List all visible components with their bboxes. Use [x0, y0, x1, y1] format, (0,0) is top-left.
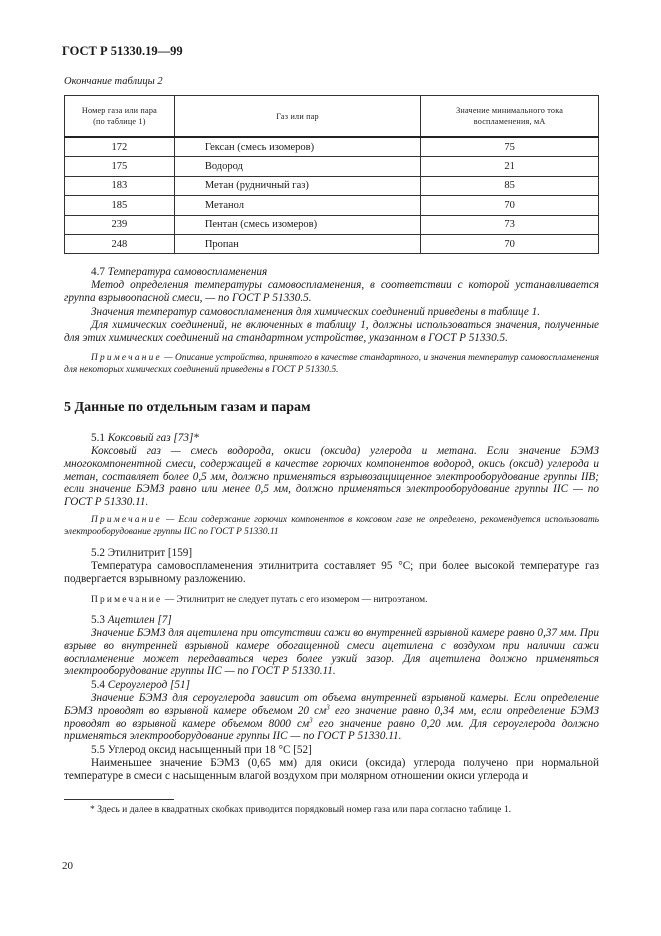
section-5-3-paragraph: Значение БЭМЗ для ацетилена при отсутствии сажи во внутренней взрывной камере равно 0,37 мм. При взрыве во внутренней взрывной камере обогащенной смеси ацетилена с воздухом при наличии сажи воспламенение может передаваться через более узкий зазор. Для ацетилена должно применяться электрооборудование группы IIC — по ГОСТ Р 51330.11. — [64, 627, 599, 678]
header-gas-number: Номер газа или пара (по таблице 1) — [65, 96, 175, 138]
cell-gas: Гексан (смесь изомеров) — [174, 137, 420, 157]
table-row — [65, 215, 599, 234]
cell-number: 239 — [65, 215, 175, 234]
section-5-2-note: Примечание — Этилнитрит не следует путать с его изомером — нитроэтаном. — [91, 595, 428, 605]
section-5-4-heading: 5.4 Сероуглерод [51] — [91, 679, 190, 691]
header-min-current: Значение минимального тока воспламенения, мА — [421, 96, 599, 138]
cell-gas: Пропан — [174, 234, 420, 253]
gas-table — [64, 95, 599, 254]
table-row — [65, 196, 599, 215]
cell-number: 172 — [65, 137, 175, 157]
header-gas-name: Газ или пар — [174, 96, 420, 138]
section-5-1-heading: 5.1 Коксовый газ [73]* — [91, 432, 199, 444]
cell-gas: Метан (рудничный газ) — [174, 176, 420, 195]
section-4-7-heading: 4.7 Температура самовоспламенения — [91, 266, 268, 278]
cell-number: 175 — [65, 157, 175, 176]
cell-number: 183 — [65, 176, 175, 195]
footnote: * Здесь и далее в квадратных скобках приводится порядковый номер газа или пара согласно таблице 1. — [90, 804, 512, 815]
section-4-7-paragraph: Для химических соединений, не включенных в таблицу 1, должны использоваться значения, полученные для этих химических соединений на стандартном устройстве, указанном в ГОСТ Р 51330.5. — [64, 319, 599, 344]
cell-gas: Пентан (смесь изомеров) — [174, 215, 420, 234]
table-row — [65, 157, 599, 176]
cell-current: 85 — [421, 176, 599, 195]
cell-number: 185 — [65, 196, 175, 215]
table-row — [65, 137, 599, 157]
section-4-7-note: Примечание — Описание устройства, принятого в качестве стандартного, и значения температур самовоспламенения для некоторых химических соединений приведены в ГОСТ Р 51330.5. — [64, 353, 599, 375]
section-5-1-note: Примечание — Если содержание горючих компонентов в коксовом газе не определено, рекомендуется использовать электрооборудование группы IIC по ГОСТ Р 51330.11 — [64, 515, 599, 537]
section-5-3-heading: 5.3 Ацетилен [7] — [91, 614, 172, 626]
section-5-4-paragraph: Значение БЭМЗ для сероуглерода зависит от объема внутренней взрывной камеры. Если определение БЭМЗ проводят во взрывной камере объемом 20 $см^3$ его значение равно 0,34 мм, если определение БЭМЗ проводят во взрывной камере объемом 8000 $см^3$ его значение равно 0,20 мм. Для сероуглерода должно применяться электрооборудование группы IIC — по ГОСТ Р 51330.11. — [64, 692, 600, 743]
cell-current: 70 — [421, 196, 599, 215]
cell-current: 75 — [421, 137, 599, 157]
section-5-2-heading: 5.2 Этилнитрит [159] — [91, 547, 193, 559]
cell-current: 73 — [421, 215, 599, 234]
section-5-2-paragraph: Температура самовоспламенения этилнитрита составляет 95 °С; при более высокой температуре газ подвергается взрывному разложению. — [64, 560, 599, 585]
section-5-5-paragraph: Наименьшее значение БЭМЗ (0,65 мм) для окиси (оксида) углерода получено при нормальной температуре в смеси с насыщенным влагой воздухом при молярном отношении окиси углерода и — [64, 757, 599, 782]
cell-gas: Метанол — [174, 196, 420, 215]
cell-number: 248 — [65, 234, 175, 253]
section-5-1-paragraph: Коксовый газ — смесь водорода, окиси (оксида) углерода и метана. Если значение БЭМЗ многокомпонентной смеси, содержащей в качестве горючих компонентов водород, окись (оксид) углерода и метан, составляет более 0,5 мм, должно применяться взрывозащищенное электрооборудование группы IIB; если значение БЭМЗ равно или менее 0,5 мм, должно применяться электрооборудование группы IIC — по ГОСТ Р 51330.11. — [64, 445, 599, 509]
table-row — [65, 176, 599, 195]
section-4-7-paragraph: Метод определения температуры самовоспламенения, в соответствии с которой устанавливается группа взрывоопасной смеси, — по ГОСТ Р 51330.5. — [64, 279, 599, 304]
section-5-title: 5 Данные по отдельным газам и парам — [64, 400, 311, 415]
footnote-divider — [64, 799, 174, 800]
table-row — [65, 234, 599, 253]
cell-current: 70 — [421, 234, 599, 253]
cell-gas: Водород — [174, 157, 420, 176]
page-number: 20 — [62, 860, 73, 872]
section-5-5-heading: 5.5 Углерод оксид насыщенный при 18 °С [52] — [91, 744, 312, 756]
section-4-7-paragraph: Значения температур самовоспламенения для химических соединений приведены в таблице 1. — [91, 306, 541, 318]
document-header: ГОСТ Р 51330.19—99 — [62, 44, 183, 58]
cell-current: 21 — [421, 157, 599, 176]
table-header-row — [65, 96, 599, 138]
table-caption: Окончание таблицы 2 — [64, 76, 163, 87]
